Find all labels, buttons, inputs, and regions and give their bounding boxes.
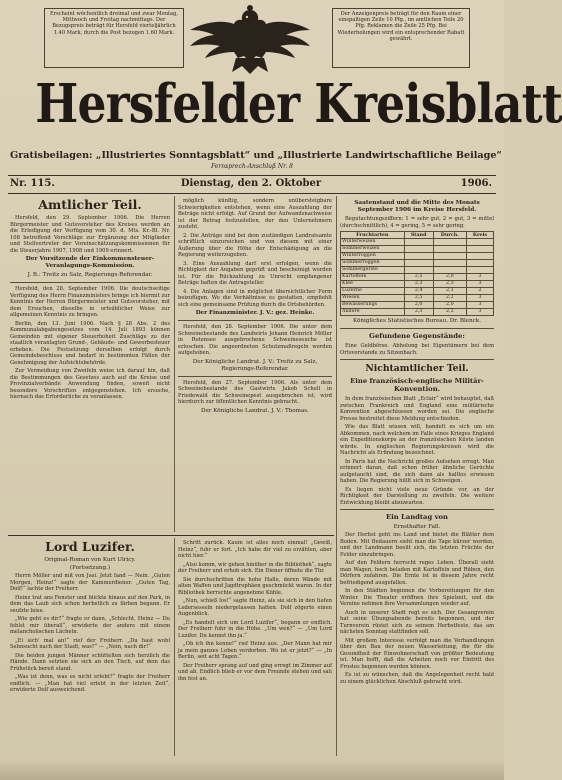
- table-cell: [466, 253, 493, 260]
- table-cell: Luzerne: [341, 288, 405, 295]
- table-row: [341, 309, 494, 316]
- subscription-info-text: Erscheint wöchentlich dreimal und zwar Montag, Mittwoch und Freitag nachmittags. Der Bezugspreis beträgt für Hersfeld vierteljährlich 1.40 Mark, durch die Post bezogen 1.60 Mark.: [50, 11, 178, 36]
- statistics-bureau-signature: Königliches Statistisches Bureau. Dr. Blenck.: [353, 318, 481, 324]
- notice-separator: [178, 376, 332, 377]
- local-news-paragraph: Es ist zu wünschen, daß die Angelegenheit recht bald zu einem glücklichen Abschluß gebracht wird.: [340, 672, 494, 685]
- table-cell: 2,3: [404, 281, 433, 288]
- novel-paragraph: Heinz trat ans Fenster und blickte hinaus auf den Park, in dem das Laub sich schon herbstlich zu färben begann. Er seufzte leise.: [10, 594, 170, 614]
- table-cell: [404, 239, 433, 246]
- masthead-rule-top: [8, 175, 496, 176]
- table-row: [341, 281, 494, 288]
- newspaper-title: Hersfelder Kreisblatt: [35, 73, 562, 135]
- novel-paragraph: Der Freiherr sprang auf und ging erregt im Zimmer auf und ab. Endlich blieb er vor dem Freunde stehen und sah ihn fest an.: [178, 662, 332, 682]
- novel-paragraph: Schritt zurück. Kaum ist alles noch einmal! „Gewiß, Heinz“, fuhr er fort. „Ich habe dir viel zu erzählen, aber nicht hier.“: [178, 540, 332, 559]
- novel-paragraph: „Was ist denn, was es nicht erlebt?“ fragte der Freiherr endlich. — „Man hat viel erlebt in der letzten Zeit“, erwiderte Dolf ausweichend.: [10, 674, 170, 693]
- table-cell: Andere: [341, 309, 405, 316]
- novel-continuation: (Fortsetzung.): [69, 565, 111, 571]
- official-notice-8: 4. Die Anlagen sind in möglichst übersichtlicher Form beizufügen. Wo die Verhältnisse es gestatten, empfiehlt sich eine gemeinsame Prüfung durch die Ortsbehörden.: [178, 288, 332, 308]
- found-items-heading: Gefundene Gegenstände:: [369, 332, 465, 340]
- article-paragraph: Wie das Blatt wissen will, handelt es sich um ein Abkommen, nach welchem im Falle eines Krieges England ein Expeditionskorps an der französischen Küste landen würde. In englischen Regierungskreisen wird die Nachricht als Erfindung bezeichnet.: [340, 424, 494, 456]
- table-cell: [404, 253, 433, 260]
- article-military-convention-heading: Eine französisch-englische Militär-Konvention.: [350, 377, 484, 393]
- table-cell: 3: [466, 295, 493, 302]
- local-news-paragraph: Auf den Feldern herrscht reges Leben. Überall sieht man Wagen, hoch beladen mit Kartoffeln und Rüben, den Dörfern zufahren. Die Ernte ist in diesem Jahre recht befriedigend ausgefallen.: [340, 560, 494, 586]
- column-official-1: [10, 198, 170, 532]
- column-novel-continued: [178, 540, 332, 756]
- local-news-subheading: Ernsthafter Fall.: [393, 524, 441, 530]
- eagle-emblem-icon: [186, 2, 314, 76]
- novel-paragraph: „Wie geht es dir?“ fragte er dann. „Schlecht, Heinz — Du fehlst mir überall“, erwiderte der andere mit einem melancholischen Lächeln.: [10, 616, 170, 635]
- official-notice-3: Berlin, den 13. Juni 1906. Nach § 28 Abs. 2 des Kommunalabgabengesetzes vom 14. Juli 1893 können Gemeinden mit eigener Steuerhoheit Zuschläge zu der staatlich veranlagten Grund-, Gebäude- und Gewerbesteuer erheben. Die Festsetzung derselben erfolgt durch Gemeindebeschluss und bedarf in bestimmten Fällen der Genehmigung der Aufsichtsbehörde.: [10, 320, 170, 366]
- local-news-paragraph: Mit großem Interesse verfolgt man die Verhandlungen über den Bau der neuen Wasserleitung, die für die Gesundheit der Einwohnerschaft von größter Bedeutung ist. Man hofft, daß die Arbeiten noch vor Eintritt des Frostes begonnen werden können.: [340, 637, 494, 670]
- article-paragraph: Es liegen nicht viele neue Gründe vor, an der Richtigkeit der Darstellung zu zweifeln. Die weitere Entwicklung bleibt abzuwarten.: [340, 486, 494, 506]
- table-cell: Bewässerungs: [341, 302, 405, 309]
- table-cell: Klee: [341, 281, 405, 288]
- table-cell: [433, 239, 466, 246]
- table-cell: 2: [466, 288, 493, 295]
- table-cell: Kartoffeln: [341, 274, 405, 281]
- table-row: [341, 239, 494, 246]
- commission-signature-label: Der Vorsitzende der Einkommensteuer-Veranlagungs-Kommission.: [25, 256, 155, 269]
- local-news-paragraph: Der Herbst geht ins Land und bietet die Blätter dem Boden. Mit Bedauern sieht man die Tage kürzer werden, und der Landmann beeilt sich, die letzten Früchte der Felder einzubringen.: [340, 532, 494, 558]
- table-cell: 2,3: [404, 309, 433, 316]
- table-cell: 2,4: [404, 288, 433, 295]
- table-header-cell: Stand: [404, 232, 433, 239]
- table-row: [341, 267, 494, 274]
- advertising-rates-text: Der Anzeigenpreis beträgt für den Raum einer einspaltigen Zeile 10 Pfg., im amtlichen Teile 20 Pfg. Reklamen die Zeile 25 Pfg. Bei Wiederholungen wird ein entsprechender Rabatt gewährt.: [337, 11, 465, 42]
- table-cell: 2,2: [433, 295, 466, 302]
- table-cell: Sommergerste: [341, 267, 405, 274]
- crop-status-table: [340, 231, 494, 316]
- novel-paragraph: „Es handelt sich um Lord Luzifer“, begann er endlich. Der Freiherr fuhr in die Höhe. „Um wen?“ — „Um Lord Luzifer. Du kennst ihn ja.“: [178, 619, 332, 639]
- heading-official-part: Amtlicher Teil.: [38, 197, 142, 212]
- commission-signature-name: J. B.: Treitz zu Salz, Regierungs-Referendar.: [27, 272, 153, 278]
- notice-separator: [340, 509, 494, 510]
- table-cell: [404, 267, 433, 274]
- notice-separator: [178, 320, 332, 321]
- column-right: [340, 198, 494, 756]
- finance-minister-signature: Der Finanzminister. J. V.: gez. Heinke.: [195, 310, 315, 316]
- notice-separator: [10, 282, 170, 283]
- supplements-line: Gratisbeilagen: „Illustriertes Sonntagsblatt“ und „Illustrierte Landwirtschaftliche Beilage“: [10, 150, 502, 161]
- table-cell: [466, 267, 493, 274]
- table-cell: Sommerroggen: [341, 260, 405, 267]
- landrat-signature-1: Der Königliche Landrat. J. V.: Treitz zu Salz, Regierungs-Referendar.: [192, 358, 318, 372]
- table-row: [341, 288, 494, 295]
- crop-status-note: Begutachtungsziffern: 1 = sehr gut, 2 = gut, 3 = mittel (durchschnittlich), 4 = gering, 5 = sehr gering.: [340, 216, 494, 229]
- table-cell: [466, 246, 493, 253]
- crop-status-heading: Saatenstand und die Mitte des Monats September 1906 im Kreise Hersfeld.: [354, 200, 480, 213]
- landrat-signature-2: Der Königliche Landrat. J. V.: Thomas.: [201, 407, 309, 414]
- masthead-rule-bottom: [8, 193, 496, 194]
- novel-byline: Original-Roman von Kurt Ulricy.: [44, 557, 136, 563]
- table-row: [341, 260, 494, 267]
- table-header-row: [341, 232, 494, 239]
- table-cell: [466, 239, 493, 246]
- table-cell: 3: [466, 281, 493, 288]
- official-notice-6: 2. Die Anträge sind bei dem zuständigen Landratsamte schriftlich einzureichen und von diesem mit einer Äußerung über die Höhe der Entschädigung an die Regierung weiterzugeben.: [178, 232, 332, 258]
- table-cell: 2,5: [404, 295, 433, 302]
- table-cell: 2,2: [433, 309, 466, 316]
- official-notice-9: Hersfeld, den 28. September 1906. Die unter dem Schweinebestande des Landwirts Johann Heinrich Möller in Rotensee ausgebrochene Schweineseuche ist erloschen. Die angeordneten Schutzmaßregeln werden aufgehoben.: [178, 324, 332, 356]
- table-cell: 2,1: [433, 288, 466, 295]
- table-cell: 2,0: [404, 302, 433, 309]
- table-cell: 2,5: [404, 274, 433, 281]
- article-paragraph: In Paris hat die Nachricht großes Aufsehen erregt. Man erinnert daran, daß schon früher ähnliche Gerüchte aufgetaucht sind, die sich dann als haltlos erwiesen haben. Die Regierung hüllt sich in Schweigen.: [340, 458, 494, 484]
- table-cell: 3: [466, 274, 493, 281]
- issue-year: 1906.: [460, 178, 492, 189]
- found-items-text: Eine Geldbörse. Abholung bei Eigentümern bei dem Ortsvorstande zu Sitzenbach.: [340, 343, 494, 356]
- official-notice-7: 3. Eine Auszahlung darf erst erfolgen, wenn die Richtigkeit der Angaben geprüft und bescheinigt worden ist. Für die Rückzahlung zu Unrecht empfangener Beträge haften die Antragsteller.: [178, 260, 332, 286]
- column-novel: [10, 540, 170, 756]
- column-divider-2: [336, 196, 337, 756]
- novel-title: Lord Luzifer.: [45, 539, 135, 554]
- novel-paragraph: „Ob ich ihn kenne!“ rief Heinz aus. „Der Mann hat mir ja mein ganzes Leben verdorben. Wo ist er jetzt?“ — „In Berlin, seit acht Tagen.“: [178, 641, 332, 660]
- table-cell: [404, 260, 433, 267]
- section-rule-novel: [8, 535, 334, 536]
- issue-number: Nr. 115.: [10, 178, 55, 189]
- table-cell: [466, 260, 493, 267]
- table-cell: [433, 253, 466, 260]
- heading-unofficial-part: Nichtamtlicher Teil.: [365, 363, 469, 374]
- local-news-paragraph: In den Städten beginnen die Vorbereitungen für den Winter. Die Theater eröffnen ihre Spielzeit, und die Vereine nehmen ihre Versammlungen wieder auf.: [340, 588, 494, 607]
- official-notice-5: möglich künftig, sondern unübersteigbare Schwierigkeiten entstehen, wenn eine Auszahlung der Beträge nicht erfolgt. Auf Grund der Aufwandsnachweise ist der Betrag festzustellen, der den Unternehmern zusteht.: [178, 198, 332, 230]
- table-cell: Winterroggen: [341, 253, 405, 260]
- issue-bar: [10, 178, 492, 192]
- table-cell: 2,0: [433, 302, 466, 309]
- column-official-2: [178, 198, 332, 532]
- table-row: [341, 302, 494, 309]
- table-cell: Wiesen: [341, 295, 405, 302]
- novel-paragraph: „Ei sich' mal an!“ rief der Freiherr. „Du hast wohl Sehnsucht nach der Stadt, was?“ — „Nein, nach dir!“: [10, 637, 170, 650]
- official-notice-4: Zur Vermeidung von Zweifeln weise ich darauf hin, daß die Bestimmungen des Gesetzes auch auf die Kreise und Provinzialverbände Anwendung finden, soweit nicht besondere Vorschriften entgegenstehen. Ich ersuche, hiernach das Erforderliche zu veranlassen.: [10, 368, 170, 400]
- subscription-info-box: [44, 8, 184, 68]
- novel-paragraph: „Nun, schieß los!“ sagte Heinz, als sie sich in den tiefen Ledersesseln niedergelassen hatten. Dolf zögerte einen Augenblick.: [178, 598, 332, 617]
- article-paragraph: In dem französischen Blatt „Eclair“ wird behauptet, daß zwischen Frankreich und England eine militärische Konvention abgeschlossen worden sei. Die englische Presse bestreitet diese Meldung entschieden.: [340, 396, 494, 422]
- table-header-cell: Fruchtarten: [341, 232, 405, 239]
- table-cell: [433, 260, 466, 267]
- phone-line: Fernsprech-Anschluß Nr. 8: [211, 163, 293, 170]
- table-cell: Winterweizen: [341, 239, 405, 246]
- table-cell: Sommerweizen: [341, 246, 405, 253]
- official-notice-1: Hersfeld, den 29. September 1906. Die Herren Bürgermeister und Gutsvorsteher des Kreises werden an die Erledigung der Verfügung vom 30. d. Mts. Kr.-Bl. Nr. 108 betreffend Vorschläge zur Ergänzung der Mitglieder und Stellvertreter der Voreinschätzungskommissionen für die Steuerjahre 1907, 1908 und 1909 erinnert.: [10, 215, 170, 254]
- novel-paragraph: „Also komm, wir gehen hinüber in die Bibliothek“, sagte der Freiherr und erhob sich. Ein Diener öffnete die Tür.: [178, 561, 332, 574]
- novel-paragraph: Herrn Möller und mit von Jasi. Jetzt fand — Nein. „Guten Morgen, Heinz!“ sagte der Kammerdiener. „Guten Tag, Dolf!“ lachte der Freiherr.: [10, 573, 170, 592]
- local-news-paragraph: Auch in unserer Stadt regt es sich. Der Gesangverein hat seine Übungsabende bereits begonnen, und der Turnverein rüstet sich zu seinem Herbstfeste, das am nächsten Sonntag stattfinden soll.: [340, 609, 494, 635]
- table-row: [341, 253, 494, 260]
- table-row: [341, 246, 494, 253]
- issue-date: Dienstag, den 2. Oktober: [180, 178, 322, 189]
- novel-paragraph: Sie durchschritten die hohe Halle, deren Wände mit alten Waffen und Jagdtrophäen geschmückt waren. In der Bibliothek herrschte angenehme Kühle.: [178, 576, 332, 596]
- table-row: [341, 274, 494, 281]
- official-notice-2: Hersfeld, den 28. September 1906. Die deutschseitige Verfügung des Herrn Finanzministers bringe ich hiermit zur Kenntnis der Herren Bürgermeister und Gutsvorsteher, mit dem Ersuchen, dieselbe in ortsüblicher Weise zur allgemeinen Kenntnis zu bringen.: [10, 286, 170, 318]
- notice-separator: [340, 359, 494, 360]
- column-divider-3: [174, 538, 175, 756]
- official-notice-10: Hersfeld, den 27. September 1906. Als unter dem Schweinebestande des Gastwirts Jakob Schell in Friedewald die Schweinepest ausgebrochen ist, wird hierdurch zur öffentlichen Kenntnis gebracht.: [178, 379, 332, 405]
- table-cell: [404, 246, 433, 253]
- table-cell: 3: [466, 302, 493, 309]
- local-news-heading: Ein Landtag von: [385, 513, 449, 521]
- table-cell: [433, 267, 466, 274]
- column-divider-1: [174, 196, 175, 532]
- table-cell: 2,3: [433, 281, 466, 288]
- table-header-cell: Durch.: [433, 232, 466, 239]
- table-header-cell: Kreis: [466, 232, 493, 239]
- advertising-rates-box: [332, 8, 470, 68]
- page-fold-shadow: [0, 760, 504, 780]
- notice-separator: [340, 328, 494, 329]
- table-row: [341, 295, 494, 302]
- novel-paragraph: Die beiden jungen Männer schüttelten sich herzlich die Hände. Dann setzten sie sich an den Tisch, auf dem das Frühstück bereit stand.: [10, 652, 170, 672]
- table-cell: 2,0: [433, 274, 466, 281]
- table-cell: 3: [466, 309, 493, 316]
- table-cell: [433, 246, 466, 253]
